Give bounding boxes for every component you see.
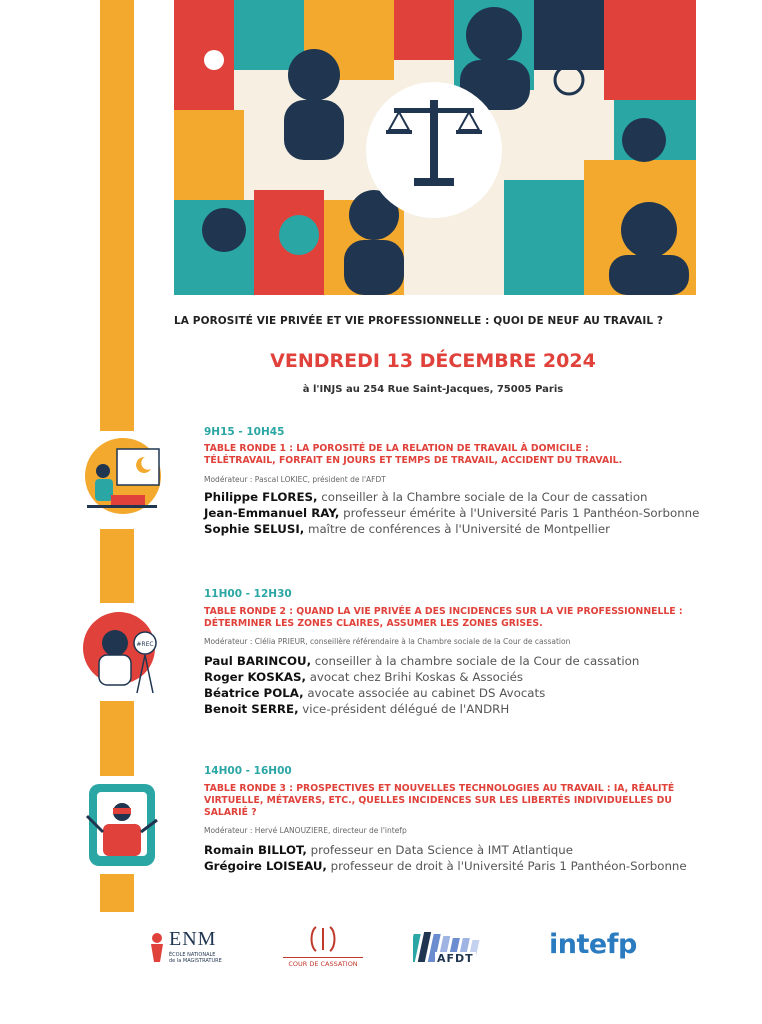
- session-2-time: 11H00 - 12H30: [204, 588, 292, 600]
- session-1-moderator: Modérateur : Pascal LOKIEC, président de l'AFDT: [204, 475, 386, 484]
- session-1-speakers: [204, 489, 699, 537]
- session-2-thumbnail: [75, 603, 169, 701]
- speaker-row: Philippe FLORES, conseiller à la Chambre sociale de la Cour de cassation: [204, 490, 648, 504]
- svg-text:#REC: #REC: [136, 641, 154, 648]
- speaker-row: Béatrice POLA, avocate associée au cabinet DS Avocats: [204, 686, 546, 700]
- cour-emblem-icon: [308, 925, 338, 953]
- enm-emblem-icon: [147, 930, 167, 964]
- cour-de-cassation-logo: COUR DE CASSATION: [283, 925, 363, 969]
- session-3-thumbnail: [75, 776, 169, 874]
- speaker-row: Romain BILLOT, professeur en Data Science à IMT Atlantique: [204, 843, 574, 857]
- event-title: LA POROSITÉ VIE PRIVÉE ET VIE PROFESSIONNELLE : QUOI DE NEUF AU TRAVAIL ?: [174, 315, 664, 327]
- speaker-row: Jean-Emmanuel RAY, professeur émérite à l'Université Paris 1 Panthéon-Sorbonne: [204, 506, 700, 520]
- speaker-row: Sophie SELUSI, maître de conférences à l'Université de Montpellier: [204, 522, 610, 536]
- intefp-logo: intefp: [549, 929, 637, 960]
- session-2-moderator: Modérateur : Clélia PRIEUR, conseillère référendaire à la Chambre sociale de la Cour de cassation: [204, 637, 571, 646]
- hero-illustration: [174, 0, 696, 295]
- afdt-logo: AFDT: [413, 928, 498, 968]
- enm-logo: ENM ÉCOLE NATIONALE de la MAGISTRATURE: [147, 928, 237, 968]
- session-3-title: TABLE RONDE 3 : PROSPECTIVES ET NOUVELLES TECHNOLOGIES AU TRAVAIL : IA, RÉALITÉ VIRTUELLE, MÉTAVERS, ETC., QUELLES INCIDENCES SUR LES LIBERTÉS INDIVIDUELLES DU SALARIÉ ?: [204, 783, 675, 818]
- session-2-speakers: [204, 653, 639, 717]
- session-1-thumbnail: [75, 431, 169, 529]
- session-3-time: 14H00 - 16H00: [204, 765, 292, 777]
- event-venue: à l'INJS au 254 Rue Saint-Jacques, 75005 Paris: [302, 384, 564, 395]
- session-1-title: TABLE RONDE 1 : LA POROSITÉ DE LA RELATION DE TRAVAIL À DOMICILE : TÉLÉTRAVAIL, FORFAIT EN JOURS ET TEMPS DE TRAVAIL, ACCIDENT DU TRAVAIL.: [204, 443, 623, 466]
- session-3-moderator: Modérateur : Hervé LANOUZIERE, directeur de l'intefp: [204, 826, 407, 835]
- session-2-title: TABLE RONDE 2 : QUAND LA VIE PRIVÉE A DES INCIDENCES SUR LA VIE PROFESSIONNELLE : DÉTERMINER LES ZONES CLAIRES, ASSUMER LES ZONES GRISES.: [204, 606, 683, 629]
- session-1-time: 9H15 - 10H45: [204, 426, 285, 438]
- session-3-speakers: [204, 842, 687, 874]
- speaker-row: Grégoire LOISEAU, professeur de droit à l'Université Paris 1 Panthéon-Sorbonne: [204, 859, 687, 873]
- speaker-row: Roger KOSKAS, avocat chez Brihi Koskas & Associés: [204, 670, 524, 684]
- speaker-row: Paul BARINCOU, conseiller à la chambre sociale de la Cour de cassation: [204, 654, 640, 668]
- event-date: VENDREDI 13 DÉCEMBRE 2024: [270, 350, 596, 372]
- speaker-row: Benoit SERRE, vice-président délégué de l'ANDRH: [204, 702, 510, 716]
